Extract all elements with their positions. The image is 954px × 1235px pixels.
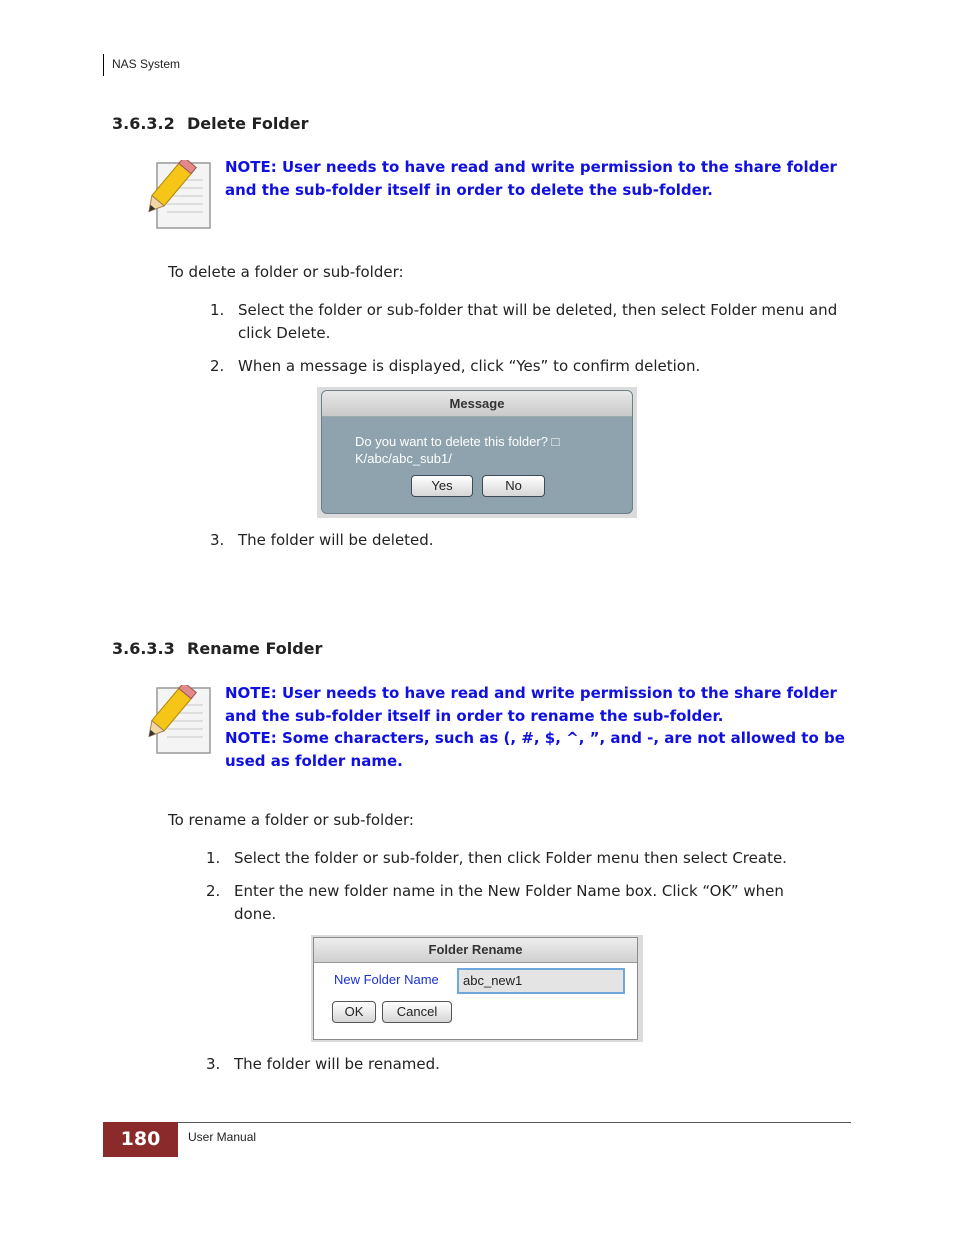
- dialog-title: Folder Rename: [314, 938, 637, 963]
- list-item: 1. Select the folder or sub-folder that will be deleted, then select Folder menu and click Delete.: [210, 301, 838, 342]
- note-rename-permission: NOTE: User needs to have read and write permission to the share folder and the sub-folder itself in order to rename the sub-folder. NOTE: Some characters, such as (, #, $, ^, ”, and -, are not allowed to be used as folder name.: [225, 684, 845, 770]
- delete-steps-list: [210, 299, 840, 388]
- list-item: 1. Select the folder or sub-folder, then click Folder menu then select Create.: [206, 849, 787, 867]
- delete-intro: To delete a folder or sub-folder:: [168, 263, 404, 281]
- no-button[interactable]: No: [482, 475, 545, 497]
- message-dialog: [321, 390, 633, 514]
- section-title: Delete Folder: [187, 114, 309, 133]
- cancel-button[interactable]: Cancel: [382, 1001, 452, 1023]
- delete-steps-list-end: [210, 529, 840, 562]
- note-pencil-icon: [137, 160, 213, 232]
- list-item: 2. Enter the new folder name in the New Folder Name box. Click “OK” when done.: [206, 882, 784, 923]
- page-number: 180: [103, 1122, 178, 1157]
- dialog-message: Do you want to delete this folder? □ K/abc/abc_sub1/: [355, 434, 560, 466]
- rename-dialog: [313, 937, 638, 1040]
- footer-title: User Manual: [188, 1130, 257, 1144]
- rename-intro: To rename a folder or sub-folder:: [168, 811, 414, 829]
- rename-dialog-screenshot: [311, 935, 643, 1042]
- note-pencil-icon: [137, 685, 213, 757]
- list-item: 2. When a message is displayed, click “Yes” to confirm deletion.: [210, 357, 701, 375]
- list-item: 3. The folder will be renamed.: [206, 1055, 440, 1073]
- section-heading-delete: [112, 114, 309, 133]
- rename-steps-list: [206, 847, 826, 936]
- section-number: 3.6.3.2: [112, 114, 175, 133]
- note-delete-permission: NOTE: User needs to have read and write permission to the share folder and the sub-folder itself in order to delete the sub-folder.: [225, 158, 837, 199]
- list-item: 3. The folder will be deleted.: [210, 531, 434, 549]
- section-number: 3.6.3.3: [112, 639, 175, 658]
- new-folder-name-label: New Folder Name: [334, 972, 439, 987]
- dialog-title: Message: [322, 391, 632, 417]
- header-title: NAS System: [112, 57, 181, 71]
- message-dialog-screenshot: [317, 387, 637, 518]
- section-title: Rename Folder: [187, 639, 323, 658]
- section-heading-rename: [112, 639, 322, 658]
- footer-divider: [103, 1122, 851, 1123]
- rename-steps-list-end: [206, 1053, 826, 1086]
- new-folder-name-input[interactable]: abc_new1: [457, 968, 625, 994]
- header-divider: [103, 54, 104, 76]
- ok-button[interactable]: OK: [332, 1001, 376, 1023]
- yes-button[interactable]: Yes: [411, 475, 473, 497]
